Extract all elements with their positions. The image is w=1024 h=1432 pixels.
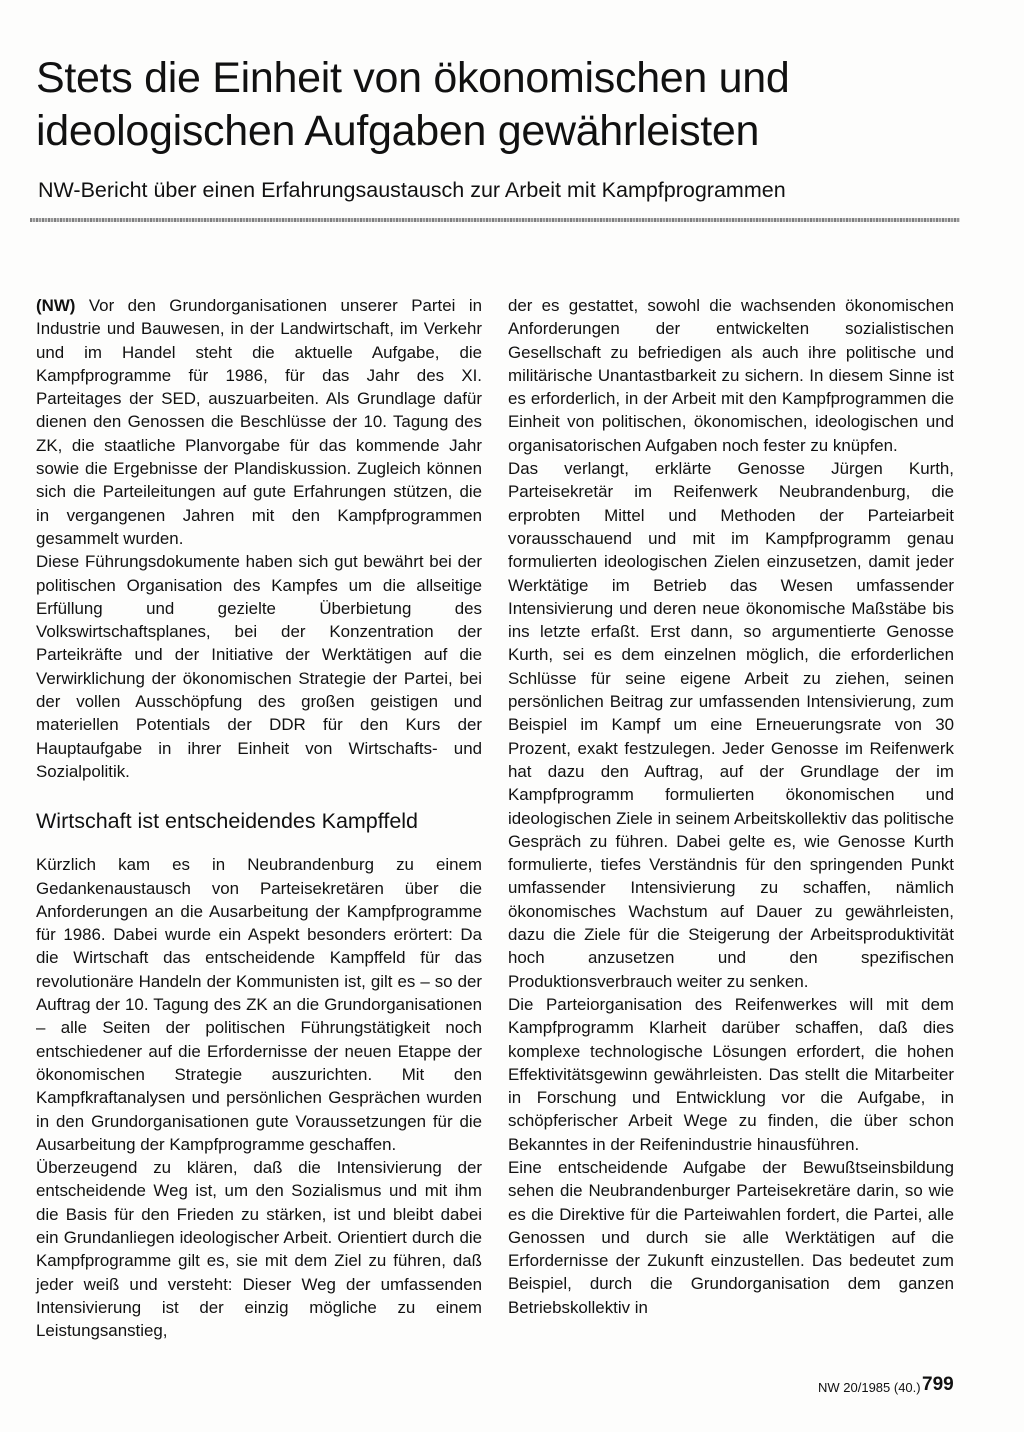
page-number: 799 [922, 1374, 954, 1395]
title-divider [30, 218, 960, 222]
paragraph-4: Überzeugend zu klären, daß die Intensivierung der entscheidende Weg ist, um den Sozialismus und mit ihm die Basis für den Frieden zu stärken, ist und bleibt dabei ein Grundanliegen ideologischer Arbeit. Orientiert durch die Kampfprogramme gilt es, sie mit dem Ziel zu führen, daß jeder weiß und versteht: Dieser Weg der umfassenden Intensivierung ist der einzig mögliche zu einem Leistungsanstieg, [36, 1158, 482, 1341]
issue-label: NW 20/1985 (40.) [818, 1380, 921, 1395]
section-heading: Wirtschaft ist entscheidendes Kampffeld [36, 809, 419, 834]
article-title-line-1: Stets die Einheit von ökonomischen und [36, 54, 790, 102]
left-column [36, 294, 482, 1342]
article-subtitle: NW-Bericht über einen Erfahrungsaustausch zur Arbeit mit Kampfprogrammen [38, 178, 786, 202]
paragraph-5: der es gestattet, sowohl die wachsenden ökonomischen Anforderungen der entwickelten sozialistischen Gesellschaft zu befriedigen als auch ihre politische und militärische Unantastbarkeit zu sichern. In diesem Sinne ist es erforderlich, in der Arbeit mit den Kampfprogrammen die Einheit von politischen, ökonomischen, ideologischen und organisatorischen Aufgaben noch fester zu knüpfen. [508, 296, 954, 455]
article-title [36, 52, 956, 158]
paragraph-7: Die Parteiorganisation des Reifenwerkes will mit dem Kampfprogramm Klarheit darüber schaffen, daß dies komplexe technologische Lösungen erfordert, die hohen Effektivitätsgewinn gewährleisten. Das stellt die Mitarbeiter in Forschung und Entwicklung vor die Aufgabe, in schöpferischer Arbeit Wege zu finden, die über schon Bekanntes in der Reifenindustrie hinausführen. [508, 994, 954, 1154]
paragraph-8: Eine entscheidende Aufgabe der Bewußtseinsbildung sehen die Neubrandenburger Parteisekretäre darin, so wie es die Direktive für die Parteiwahlen fordert, die Partei, alle Genossen und durch sie alle Werktätigen auf die Erfordernisse der Zukunft einzustellen. Das bedeutet zum Beispiel, durch die Grundorganisation dem ganzen Betriebskollektiv in [508, 1157, 954, 1317]
paragraph-1-text: Vor den Grundorganisationen unserer Partei in Industrie und Bauwesen, in der Landwirtschaft, im Verkehr und im Handel steht die aktuelle Aufgabe, die Kampfprogramme für 1986, für das Jahr des XI. Parteitages der SED, auszuarbeiten. Als Grundlage dafür dienen den Genossen die Beschlüsse der 10. Tagung des ZK, die staatliche Planvorgabe für das kommende Jahr sowie die Ergebnisse der Plandiskussion. Zugleich können sich die Parteileitungen auf gute Erfahrungen stützen, die in vergangenen Jahren mit den Kampfprogrammen gesammelt wurden. [36, 296, 482, 548]
article-title-line-2: ideologischen Aufgaben gewährleisten [36, 107, 760, 155]
lead-tag: (NW) [36, 296, 76, 315]
right-column [508, 294, 954, 1319]
paragraph-2: Diese Führungsdokumente haben sich gut bewährt bei der politischen Organisation des Kampfes um die allseitige Erfüllung und gezielte Überbietung des Volkswirtschaftsplanes, bei der Konzentration der Parteikräfte und der Initiative der Werktätigen auf die Verwirklichung der ökonomischen Strategie der Partei, bei der vollen Ausschöpfung des großen geistigen und materiellen Potentials der DDR für den Kurs der Hauptaufgabe in ihrer Einheit von Wirtschafts- und Sozialpolitik. [36, 552, 482, 781]
paragraph-3: Kürzlich kam es in Neubrandenburg zu einem Gedankenaustausch von Parteisekretären über die Anforderungen an die Ausarbeitung der Kampfprogramme für 1986. Dabei wurde ein Aspekt besonders erörtert: Da die Wirtschaft das entscheidende Kampffeld für das revolutionäre Handeln der Kommunisten ist, gilt es – so der Auftrag der 10. Tagung des ZK an die Grundorganisationen – alle Seiten der politischen Führungstätigkeit noch entschiedener auf die Erfordernisse der neuen Etappe der ökonomischen Strategie auszurichten. Mit den Kampfkraftanalysen und persönlichen Gesprächen wurden in den Grundorganisationen gute Voraussetzungen für die Ausarbeitung der Kampfprogramme geschaffen. [36, 855, 482, 1154]
paragraph-6: Das verlangt, erklärte Genosse Jürgen Kurth, Parteisekretär im Reifenwerk Neubrandenburg, die erprobten Mittel und Methoden der Parteiarbeit vorausschauend und mit im Kampfprogramm genau formulierten ideologischen Zielen einzusetzen, damit jeder Werktätige im Betrieb das Wesen umfassender Intensivierung und deren neue ökonomische Maßstäbe bis ins letzte erfaßt. Erst dann, so argumentierte Genosse Kurth, sei es dem einzelnen möglich, die erforderlichen Schlüsse für seine eigene Arbeit zu ziehen, seinen persönlichen Beitrag zur umfassenden Intensivierung, zum Beispiel im Kampf um eine Erneuerungsrate von 30 Prozent, exakt festzulegen. Jeder Genosse im Reifenwerk hat dazu den Auftrag, auf der Grundlage der im Kampfprogramm formulierten ökonomischen und ideologischen Ziele in seinem Arbeitskollektiv das politische Gespräch zu führen. Dabei gelte es, wie Genosse Kurth formulierte, tiefes Verständnis für den springenden Punkt umfassender Intensivierung zu schaffen, nämlich ökonomisches Wachstum auf Dauer zu gewährleisten, dazu die Ziele für die Steigerung der Arbeitsproduktivität hoch anzusetzen und den spezifischen Produktionsverbrauch weiter zu senken. [508, 459, 954, 991]
paragraph-1 [36, 294, 482, 550]
